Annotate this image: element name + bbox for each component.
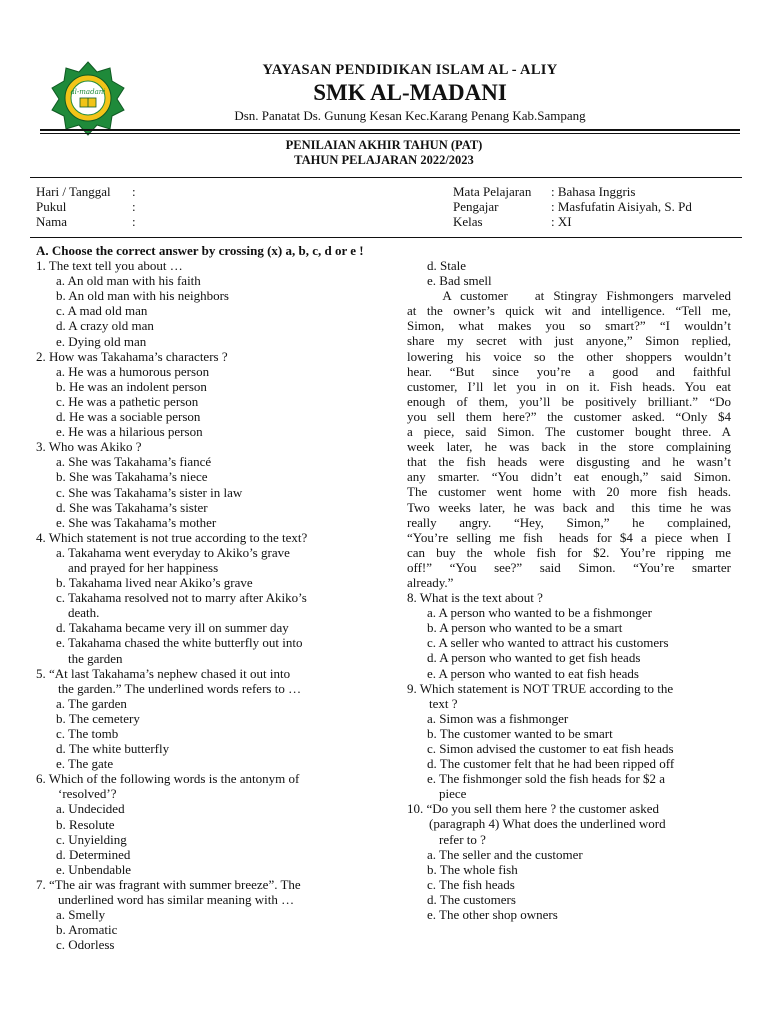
- info-label: Kelas: [453, 214, 483, 229]
- option-line: a. An old man with his faith: [56, 273, 201, 289]
- option-line: d. The white butterfly: [56, 741, 170, 757]
- option-line: b. An old man with his neighbors: [56, 288, 229, 304]
- passage-line: any smarter. “You didn’t eat enough,” said Simon.: [407, 469, 731, 485]
- info-row: [453, 199, 692, 214]
- question-list-left: [36, 258, 406, 952]
- info-row: [36, 199, 136, 214]
- info-value: :: [132, 199, 136, 214]
- option-line: a. He was a humorous person: [56, 363, 210, 379]
- info-right: [453, 184, 692, 229]
- option-line: e. The gate: [56, 756, 114, 772]
- option-line: c. The tomb: [56, 726, 119, 741]
- question-line: 5. “At last Takahama’s nephew chased it out into: [36, 665, 291, 681]
- option-line: a. A person who wanted to be a fishmonger: [427, 605, 652, 621]
- question-line: 6. Which of the following words is the antonym of: [36, 771, 300, 787]
- option-line: b. Resolute: [56, 816, 115, 832]
- option-line: e. She was Takahama’s mother: [56, 514, 217, 530]
- option-line: e. Bad smell: [427, 273, 492, 289]
- option-line: c. Takahama resolved not to marry after Akiko’s: [56, 590, 307, 606]
- continuation-line: death.: [68, 605, 100, 621]
- option-line: d. A crazy old man: [56, 318, 154, 334]
- passage-line: share my secret with just anyone,” Simon replied,: [407, 333, 731, 349]
- option-line: c. The fish heads: [427, 876, 515, 892]
- option-line: c. A mad old man: [56, 303, 148, 319]
- option-line: d. A person who wanted to get fish heads: [427, 650, 641, 666]
- option-line: e. Unbendable: [56, 861, 132, 877]
- option-line: c. He was a pathetic person: [56, 393, 199, 409]
- passage-line: off!” “You see?” said Simon. “You’re smarter: [407, 559, 731, 575]
- continuation-line: the garden: [68, 650, 123, 666]
- passage-line: really angry. “Hey, Simon,” he complained,: [407, 514, 731, 530]
- option-line: a. The garden: [56, 695, 127, 711]
- question-line: 9. Which statement is NOT TRUE according to the: [407, 680, 674, 696]
- passage-line: Simon, what makes you so smart?” “I wouldn’t: [407, 318, 731, 334]
- passage-line: lowering his voice so the other shoppers wouldn’t: [407, 348, 731, 364]
- option-line: b. The whole fish: [427, 861, 518, 877]
- option-line: a. Takahama went everyday to Akiko’s grave: [56, 544, 290, 560]
- logo-text: al-madani: [70, 88, 106, 96]
- info-label: Pengajar: [453, 199, 499, 214]
- option-line: a. Simon was a fishmonger: [427, 710, 569, 726]
- option-line: a. The seller and the customer: [427, 846, 583, 862]
- foundation-name: YAYASAN PENDIDIKAN ISLAM AL - ALIY: [262, 62, 558, 78]
- option-line: d. Takahama became very ill on summer day: [56, 620, 289, 636]
- question-line: 2. How was Takahama’s characters ?: [36, 348, 228, 364]
- question-line: 7. “The air was fragrant with summer breeze”. The: [36, 876, 301, 892]
- header-rule-thick: [40, 129, 740, 131]
- option-line: d. The customers: [427, 891, 516, 907]
- option-line: c. A seller who wanted to attract his customers: [427, 635, 669, 651]
- option-line: a. Undecided: [56, 801, 125, 817]
- instruction: A. Choose the correct answer by crossing (x) a, b, c, d or e !: [36, 243, 364, 258]
- passage-line: you sell them here?” the customer asked. “Only $4: [407, 408, 731, 424]
- passage-line: enough of them, you’ll be positively brilliant.” “Do: [407, 393, 731, 409]
- continuation-line: refer to ?: [439, 831, 486, 847]
- info-label: Mata Pelajaran: [453, 184, 532, 199]
- question-line: 4. Which statement is not true according to the text?: [36, 529, 308, 545]
- info-value: : Bahasa Inggris: [551, 184, 636, 199]
- continuation-line: (paragraph 4) What does the underlined word: [429, 816, 666, 832]
- passage-line: week later, he was back in the store complaining: [407, 439, 731, 455]
- continuation-line: underlined word has similar meaning with …: [58, 892, 295, 908]
- passage-line: Two weeks later, he was back and this time he was: [407, 499, 731, 515]
- info-row: [36, 184, 136, 199]
- passage-line: can buy the whole fish for $2. You’re ripping me: [407, 544, 731, 560]
- passage-line: a piece, said Simon. The customer bought three. A: [407, 424, 731, 440]
- continuation-line: and prayed for her happiness: [68, 559, 219, 575]
- option-line: e. The other shop owners: [427, 907, 558, 923]
- option-line: e. Takahama chased the white butterfly out into: [56, 635, 303, 651]
- exam-year: TAHUN PELAJARAN 2022/2023: [294, 153, 474, 167]
- info-label: Hari / Tanggal: [36, 184, 111, 199]
- continuation-line: text ?: [429, 695, 458, 711]
- question-list-right-top: [407, 258, 731, 288]
- continuation-line: the garden.” The underlined words refers to …: [58, 680, 302, 696]
- left-column: [36, 243, 406, 952]
- question-line: 3. Who was Akiko ?: [36, 439, 142, 455]
- option-line: e. The fishmonger sold the fish heads for $2 a: [427, 771, 666, 787]
- exam-title: PENILAIAN AKHIR TAHUN (PAT): [285, 138, 483, 152]
- option-line: b. She was Takahama’s niece: [56, 469, 208, 485]
- info-value: :: [132, 184, 136, 199]
- info-value: : Masfufatin Aisiyah, S. Pd: [551, 199, 692, 214]
- option-line: d. Determined: [56, 846, 131, 862]
- option-line: c. Odorless: [56, 937, 115, 953]
- question-line: 1. The text tell you about …: [36, 258, 183, 274]
- info-label: Pukul: [36, 199, 67, 214]
- question-list-right: [407, 590, 731, 922]
- option-line: e. A person who wanted to eat fish heads: [427, 665, 639, 681]
- school-address: Dsn. Panatat Ds. Gunung Kesan Kec.Karang Penang Kab.Sampang: [234, 108, 586, 123]
- info-row: [453, 184, 692, 199]
- option-line: b. A person who wanted to be a smart: [427, 620, 623, 636]
- passage-line: A customer at Stingray Fishmongers marveled: [407, 288, 731, 304]
- passage-line: that the fish heads were disgusting and he wasn’t: [407, 454, 731, 470]
- question-line: 8. What is the text about ?: [407, 590, 543, 606]
- passage-line: hear. “But since you’re a good and faithful: [407, 363, 731, 379]
- option-line: c. She was Takahama’s sister in law: [56, 484, 243, 500]
- option-line: b. The customer wanted to be smart: [427, 725, 613, 741]
- option-line: a. Smelly: [56, 907, 106, 923]
- info-row: [453, 214, 692, 229]
- option-line: d. He was a sociable person: [56, 409, 201, 425]
- header-rule-thin: [40, 133, 740, 134]
- passage-line: “You’re selling me fish heads for $4 a piece when I: [407, 529, 731, 545]
- passage-line: customer, I’ll let you in on it. Fish heads. You eat: [407, 378, 731, 394]
- option-line: b. Aromatic: [56, 922, 118, 938]
- option-line: c. Simon advised the customer to eat fish heads: [427, 741, 674, 756]
- option-line: b. He was an indolent person: [56, 378, 207, 394]
- option-line: d. Stale: [427, 258, 466, 273]
- option-line: b. Takahama lived near Akiko’s grave: [56, 575, 253, 591]
- school-logo: [50, 60, 126, 136]
- option-line: c. Unyielding: [56, 831, 127, 847]
- option-line: e. Dying old man: [56, 333, 147, 349]
- right-column: [407, 258, 731, 922]
- info-rule-bottom: [30, 237, 742, 238]
- info-value: : XI: [551, 214, 572, 229]
- passage-line: The customer went home with 20 more fish heads.: [407, 484, 731, 500]
- option-line: d. She was Takahama’s sister: [56, 499, 208, 515]
- continuation-line: piece: [439, 786, 467, 802]
- option-line: d. The customer felt that he had been ripped off: [427, 756, 675, 772]
- school-name: SMK AL-MADANI: [313, 80, 507, 105]
- info-label: Nama: [36, 214, 68, 229]
- reading-passage: [407, 288, 731, 590]
- option-line: a. She was Takahama’s fiancé: [56, 454, 212, 470]
- info-rule-top: [30, 177, 742, 178]
- passage-line: already.”: [407, 574, 454, 590]
- passage-line: at the owner’s quick wit and intelligence. “Tell me,: [407, 303, 731, 319]
- question-line: 10. “Do you sell them here ? the customer asked: [407, 801, 659, 817]
- info-value: :: [132, 214, 136, 229]
- option-line: b. The cemetery: [56, 710, 140, 726]
- info-left: [36, 184, 136, 229]
- option-line: e. He was a hilarious person: [56, 424, 203, 440]
- info-row: [36, 214, 136, 229]
- continuation-line: ‘resolved’?: [58, 786, 117, 802]
